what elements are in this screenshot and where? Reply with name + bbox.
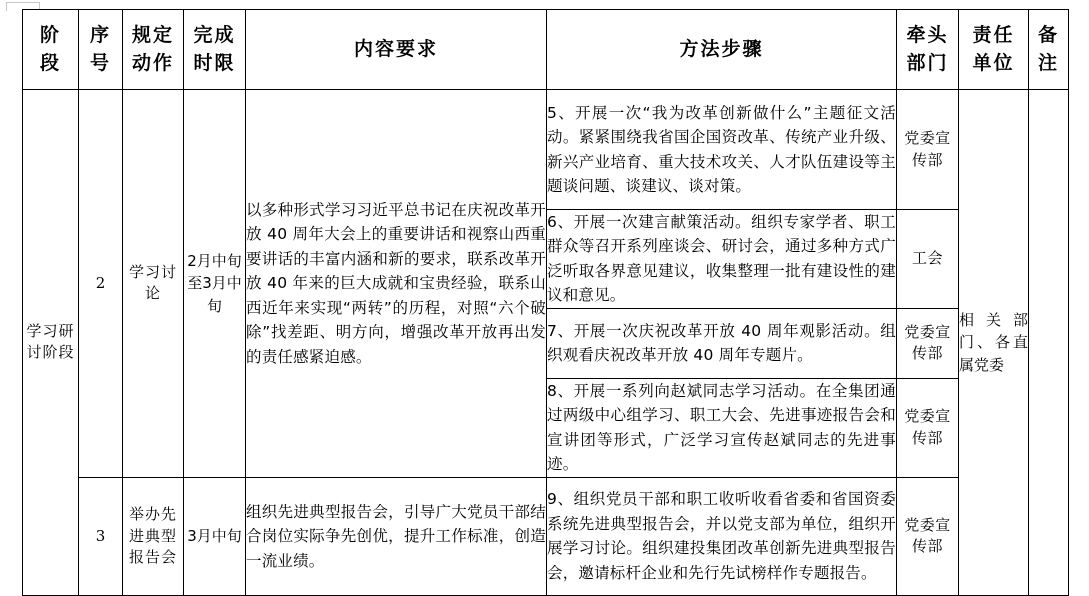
cell-lead-department-8: 党委宣传部 <box>897 378 959 477</box>
header-seq-line-1: 序 <box>89 23 111 46</box>
header-remark-line-1: 备 <box>1037 23 1059 46</box>
header-stage-line-1: 阶 <box>39 23 61 46</box>
cell-deadline-row2: 3月中旬 <box>184 477 246 595</box>
header-lead-line-1: 牵头 <box>906 23 949 46</box>
cell-responsible-unit: 相关部门、各直属党委 <box>959 90 1029 596</box>
cell-deadline-row1: 2月中旬至3月中旬 <box>184 90 246 478</box>
cell-lead-department-5: 党委宣传部 <box>897 90 959 210</box>
header-remark-line-2: 注 <box>1037 51 1059 74</box>
header-deadline-line-1: 完成 <box>193 23 236 46</box>
cell-action-row2: 举办先进典型报告会 <box>123 477 184 595</box>
header-action-line-2: 动作 <box>131 51 174 74</box>
header-remark <box>1029 10 1069 90</box>
cell-method-7: 7、开展一次庆祝改革开放 40 周年观影活动。组织观看庆祝改革开放 40 周年专题片。 <box>547 308 897 378</box>
header-responsible-unit <box>959 10 1029 90</box>
cell-content-row2: 组织先进典型报告会，引导广大党员干部结合岗位实际争先创优，提升工作标准，创造一流业绩。 <box>246 477 547 595</box>
header-lead-department <box>897 10 959 90</box>
cell-lead-department-9: 党委宣传部 <box>897 477 959 595</box>
cell-method-9: 9、组织党员干部和职工收听收看省委和省国资委系统先进典型报告会，并以党支部为单位，组织开展学习讨论。组织建投集团改革创新先进典型报告会，邀请标杆企业和先行先试榜样作专题报告。 <box>547 477 897 595</box>
cell-lead-department-6: 工会 <box>897 210 959 309</box>
header-seq-line-2: 号 <box>89 51 111 74</box>
table-row <box>23 477 1069 595</box>
header-stage <box>23 10 79 90</box>
header-content: 内容要求 <box>246 10 547 90</box>
cell-action-row1: 学习讨论 <box>123 90 184 478</box>
header-lead-line-2: 部门 <box>906 51 949 74</box>
header-responsible-line-2: 单位 <box>972 51 1015 74</box>
cell-method-5: 5、开展一次“我为改革创新做什么”主题征文活动。紧紧围绕我省国企国资改革、传统产业升级、新兴产业培育、重大技术攻关、人才队伍建设等主题谈问题、谈建议、谈对策。 <box>547 90 897 210</box>
cell-stage: 学习研讨阶段 <box>23 90 79 596</box>
cell-seq-row1: 2 <box>79 90 123 478</box>
header-seq <box>79 10 123 90</box>
header-action-line-1: 规定 <box>131 23 174 46</box>
header-method: 方法步骤 <box>547 10 897 90</box>
header-responsible-line-1: 责任 <box>972 23 1015 46</box>
cell-method-8: 8、开展一系列向赵斌同志学习活动。在全集团通过两级中心组学习、职工大会、先进事迹报告会和宣讲团等形式，广泛学习宣传赵斌同志的先进事迹。 <box>547 378 897 477</box>
table-header-row <box>23 10 1069 90</box>
header-action <box>123 10 184 90</box>
header-deadline-line-2: 时限 <box>193 51 236 74</box>
cell-content-row1: 以多种形式学习习近平总书记在庆祝改革开放 40 周年大会上的重要讲话和视察山西重要讲话的丰富内涵和新的要求，联系改革开放 40 年来的巨大成就和宝贵经验，联系山西近年来实现“两转”的历程，对照“六个破除”找差距、明方向，增强改革开放再出发的责任感紧迫感。 <box>246 90 547 478</box>
cell-method-6: 6、开展一次建言献策活动。组织专家学者、职工群众等召开系列座谈会、研讨会，通过多种方式广泛听取各界意见建议，收集整理一批有建设性的建议和意见。 <box>547 210 897 309</box>
table-row <box>23 90 1069 210</box>
task-breakdown-table <box>22 9 1069 596</box>
header-stage-line-2: 段 <box>39 51 61 74</box>
header-deadline <box>184 10 246 90</box>
cell-remark <box>1029 90 1069 596</box>
cell-seq-row2: 3 <box>79 477 123 595</box>
cell-lead-department-7: 党委宣传部 <box>897 308 959 378</box>
